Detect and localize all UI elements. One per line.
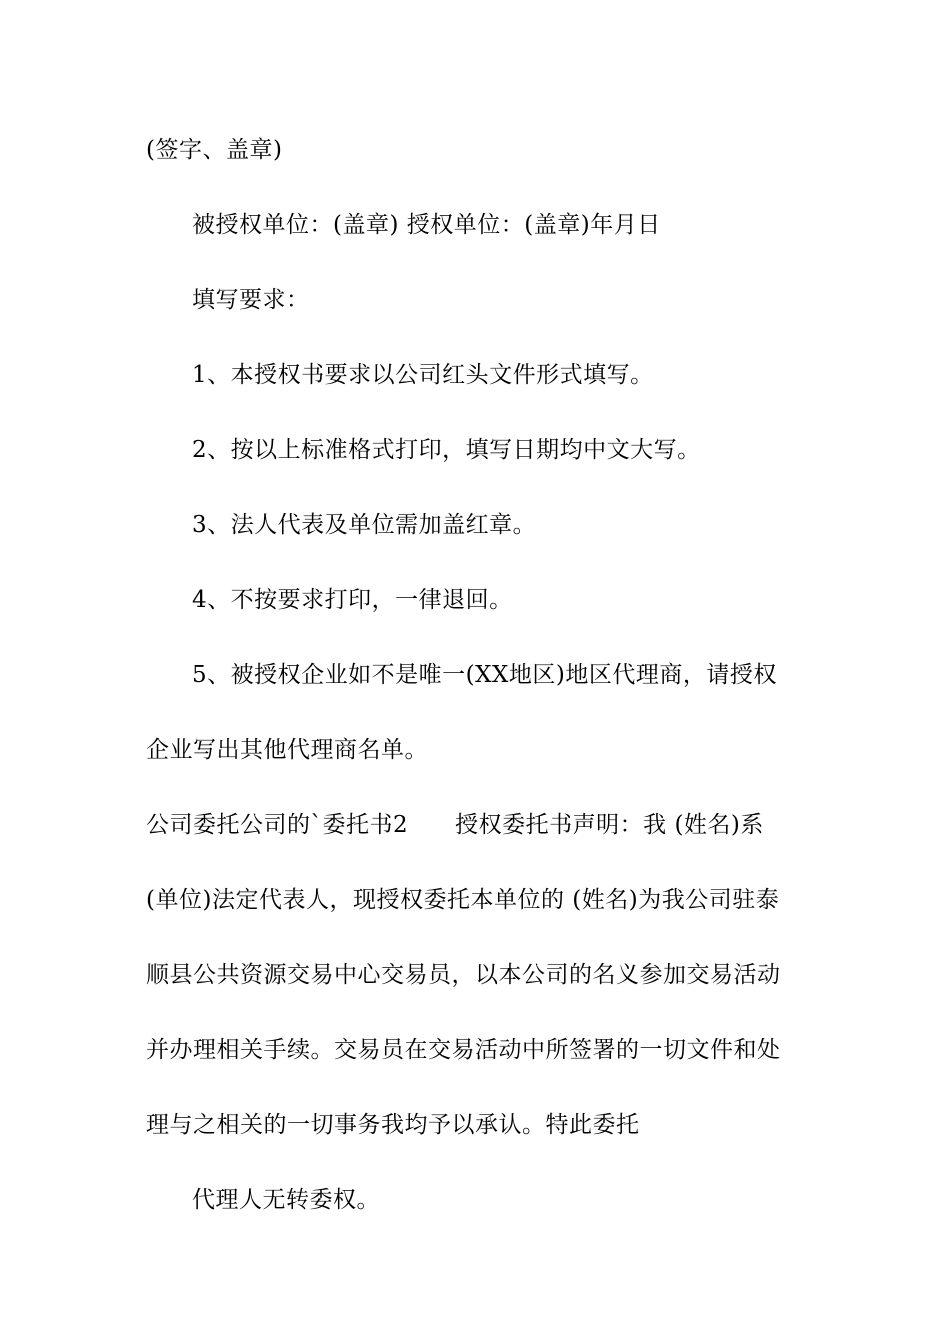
closing-line: 代理人无转委权。 [192, 1187, 380, 1213]
body-paragraph-line: (单位)法定代表人，现授权委托本单位的 (姓名)为我公司驻泰 [146, 887, 780, 913]
section-title-line: 公司委托公司的`委托书2 授权委托书声明：我 (姓名)系 [146, 812, 764, 838]
requirements-heading: 填写要求： [192, 287, 310, 313]
body-paragraph-line: 并办理相关手续。交易员在交易活动中所签署的一切文件和处 [146, 1037, 781, 1063]
requirement-item-5: 5、被授权企业如不是唯一(XX地区)地区代理商，请授权 [192, 662, 777, 688]
body-paragraph-line: 理与之相关的一切事务我均予以承认。特此委托 [146, 1112, 640, 1138]
requirement-item-5-continued: 企业写出其他代理商名单。 [146, 737, 428, 763]
authorization-units-line: 被授权单位：(盖章) 授权单位：(盖章)年月日 [192, 212, 661, 238]
signature-stamp-line: (签字、盖章) [146, 137, 283, 163]
requirement-item-1: 1、本授权书要求以公司红头文件形式填写。 [192, 362, 654, 388]
requirement-item-2: 2、按以上标准格式打印，填写日期均中文大写。 [192, 437, 701, 463]
requirement-item-4: 4、不按要求打印，一律退回。 [192, 587, 513, 613]
body-paragraph-line: 顺县公共资源交易中心交易员，以本公司的名义参加交易活动 [146, 962, 781, 988]
requirement-item-3: 3、法人代表及单位需加盖红章。 [192, 512, 537, 538]
